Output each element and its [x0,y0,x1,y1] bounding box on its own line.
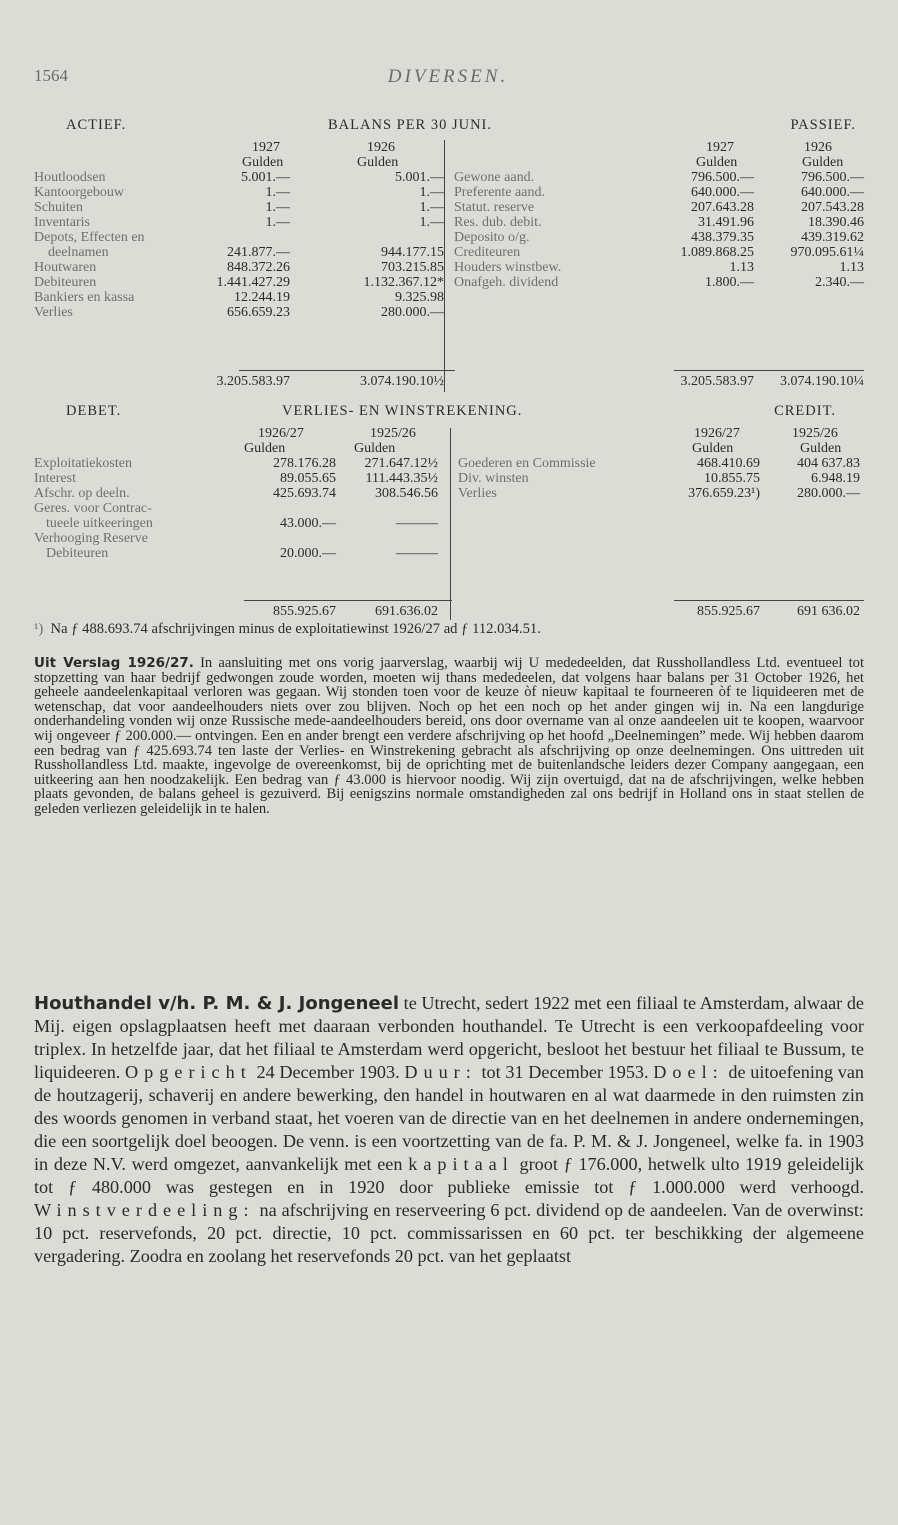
table-row [34,471,864,486]
duur-value: tot 31 December 1953. [481,1062,649,1082]
actief-title: ACTIEF. [66,117,127,133]
unit-label: Gulden [354,441,396,456]
actief-value-1927: 5.001.— [241,170,290,185]
actief-label: Kantoorgebouw [34,185,124,200]
total-value: 3.205.583.97 [216,374,290,389]
total-value: 691 636.02 [797,604,860,619]
table-row [34,531,864,546]
debet-value-1925-26: 271.647.12½ [364,456,438,471]
unit-label: Gulden [800,441,842,456]
actief-value-1927: 1.— [265,200,290,215]
passief-value-1926: 796.500.— [801,170,864,185]
winstverdeeling-label: Winstverdeeling: [34,1200,255,1220]
actief-label: Debiteuren [34,275,97,290]
passief-label: Res. dub. debit. [454,215,542,230]
actief-value-1927: 656.659.23 [227,305,290,320]
wv-title: VERLIES- EN WINSTREKENING. [282,403,523,419]
debet-label: Exploitatiekosten [34,456,132,471]
unit-label: Gulden [802,155,844,170]
actief-value-1926: 1.— [419,200,444,215]
passief-label: Crediteuren [454,245,521,260]
table-row [34,200,864,215]
passief-value-1926: 439.319.62 [801,230,864,245]
table-row [34,546,864,561]
total-value: 691.636.02 [375,604,438,619]
passief-value-1927: 1.089.868.25 [680,245,754,260]
footnote [34,621,864,638]
total-value: 3.074.190.10½ [360,374,444,389]
actief-label: Schuiten [34,200,83,215]
actief-label: Verlies [34,305,73,320]
actief-label: Bankiers en kassa [34,290,135,305]
table-row [34,305,864,320]
table-row [34,290,864,305]
doel-value: de uitoefening van de houtzagerij, schaverij en andere bewerking, den handel in houtwaren en al wat daarmede in den ruimsten zin des woords genomen in verband staat, het voeren van de directie van en het deelnemen in andere ondernemingen, die een soortgelijk doel beoogen. De venn. is een voortzetting van de fa. P. M. & J. Jongeneel, welke fa. in 1903 in deze N.V. werd omgezet, aanvankelijk met een [34,1062,865,1174]
passief-value-1927: 207.643.28 [691,200,754,215]
year-label: 1927 [706,140,734,155]
actief-value-1926: 1.— [419,215,444,230]
total-value: 855.925.67 [697,604,760,619]
credit-label: Goederen en Commissie [458,456,596,471]
table-row [34,245,864,260]
page-number: 1564 [34,66,68,85]
debet-value-1926-27: 89.055.65 [280,471,336,486]
table-row [34,501,864,516]
actief-value-1926: 944.177.15 [381,245,444,260]
total-row [34,604,864,619]
debet-value-1926-27: 278.176.28 [273,456,336,471]
year-label: 1925/26 [792,426,838,441]
kapitaal-value: groot ƒ 176.000, hetwelk ulto 1919 geleidelijk tot ƒ 480.000 was gestegen en in 1920 door publieke emissie tot ƒ 1.000.000 werd verhoogd. [34,1154,865,1197]
actief-value-1926: 280.000.— [381,305,444,320]
running-title: DIVERSEN. [387,66,509,87]
unit-label: Gulden [692,441,734,456]
total-value: 3.205.583.97 [680,374,754,389]
unit-label: Gulden [696,155,738,170]
year-label: 1926 [804,140,832,155]
balance-title: BALANS PER 30 JUNI. [328,117,493,133]
actief-value-1927: 12.244.19 [234,290,290,305]
profit-loss-account [34,403,864,619]
page-header [34,66,862,92]
actief-value-1927: 848.372.26 [227,260,290,275]
table-row [34,275,864,290]
balance-sheet [34,117,864,389]
actief-label: Houtloodsen [34,170,106,185]
passief-label: Deposito o/g. [454,230,530,245]
kapitaal-label: kapitaal [408,1154,514,1174]
table-row [34,260,864,275]
credit-value-1925-26: 6.948.19 [811,471,860,486]
credit-title: CREDIT. [774,403,836,419]
debet-value-1925-26: ——— [396,516,438,531]
table-row [34,215,864,230]
credit-value-1926-27: 468.410.69 [697,456,760,471]
year-row [34,426,864,441]
debet-value-1925-26: 308.546.56 [375,486,438,501]
actief-label: deelnamen [48,245,109,260]
passief-value-1926: 1.13 [839,260,864,275]
passief-value-1927: 1.800.— [705,275,754,290]
passief-value-1926: 2.340.— [815,275,864,290]
passief-label: Onafgeh. dividend [454,275,559,290]
opgericht-label: Opgericht [125,1062,252,1082]
doel-label: Doel: [653,1062,724,1082]
company-description [34,992,864,1268]
year-label: 1926/27 [694,426,740,441]
credit-value-1925-26: 404 637.83 [797,456,860,471]
passief-title: PASSIEF. [790,117,856,133]
passief-value-1926: 207.543.28 [801,200,864,215]
unit-row [34,155,864,170]
credit-label: Div. winsten [458,471,529,486]
debet-label: Debiteuren [46,546,109,561]
passief-value-1927: 438.379.35 [691,230,754,245]
debet-title: DEBET. [66,403,122,419]
debet-label: tueele uitkeeringen [46,516,153,531]
verslag-paragraph [34,656,864,817]
actief-value-1927: 1.— [265,215,290,230]
debet-value-1926-27: 43.000.— [280,516,336,531]
table-row [34,456,864,471]
debet-value-1926-27: 425.693.74 [273,486,336,501]
actief-value-1927: 1.— [265,185,290,200]
actief-value-1926: 9.325.98 [395,290,444,305]
year-label: 1926 [367,140,395,155]
table-row [34,486,864,501]
credit-value-1925-26: 280.000.— [797,486,860,501]
total-value: 3.074.190.10¼ [780,374,864,389]
company-name: Houthandel v/h. P. M. & J. Jongeneel [34,993,400,1014]
debet-label: Verhooging Reserve [34,531,148,546]
unit-label: Gulden [357,155,399,170]
debet-value-1925-26: 111.443.35½ [365,471,438,486]
actief-value-1926: 5.001.— [395,170,444,185]
footnote-text: Na ƒ 488.693.74 afschrijvingen minus de exploitatiewinst 1926/27 ad ƒ 112.034.51. [50,621,541,637]
passief-value-1927: 640.000.— [691,185,754,200]
duur-label: Duur: [404,1062,477,1082]
winstverdeeling-value: na afschrijving en reserveering 6 pct. dividend op de aandeelen. Van de overwinst: 10 pct. reservefonds, 20 pct. directie, 10 pct. commissarissen en 60 pct. ter beschikking der algemeene vergadering. Zoodra en zoolang het reservefonds 20 pct. van het geplaatst [34,1200,864,1266]
passief-label: Statut. reserve [454,200,535,215]
total-value: 855.925.67 [273,604,336,619]
passief-label: Houders winstbew. [454,260,562,275]
passief-value-1927: 796.500.— [691,170,754,185]
debet-label: Interest [34,471,76,486]
actief-label: Inventaris [34,215,90,230]
year-label: 1927 [252,140,280,155]
verslag-text: In aansluiting met ons vorig jaarverslag, waarbij wij U mededeelden, dat Russhollandless Ltd. eventueel tot stopzetting van haar bedrijf gedwongen zoude worden, moeten wij thans mededeelen, dat volgens haar balans per 31 October 1926, het geheele aandeelenkapitaal verloren was gegaan. Wij stonden toen voor de keuze òf nieuw kapitaal te fourneeren òf te liquideeren met de wetenschap, dat voor aandeelhouders niets over zou blijven. Noch op het een noch op het ander gingen wij in. Na een langdurige onderhandeling vonden wij onze Russische mede-aandeelhouders bereid, ons door overname van al onze aandeelen uit te koopen, waarvoor wij ongeveer ƒ 200.000.— ontvingen. Een en ander brengt een verdere afschrijving op het hoofd „Deelnemingen” mede. Wij hebben daarom een bedrag van ƒ 425.693.74 ten laste der Verlies- en Winstrekening gebracht als afschrijving op onze deelnemingen. Ons uittreden uit Russhollandless Ltd. maakte, ingevolge de overeenkomst, bij de oprichting met de buitenlandsche leiders dezer Company aangegaan, een uitkeering aan hen noodzakelijk. Een bedrag van ƒ 43.000 is hiervoor noodig. Wij zijn overtuigd, dat na de afschrijvingen, welke hebben plaats gevonden, de balans geheel is gezuiverd. Bij eenigszins normale omstandigheden zal ons bedrijf in Holland ons in staat stellen de geleden verliezen geleidelijk in te halen. [34,655,864,817]
passief-label: Gewone aand. [454,170,535,185]
year-label: 1926/27 [258,426,304,441]
passief-label: Preferente aand. [454,185,545,200]
passief-value-1927: 1.13 [729,260,754,275]
table-row [34,516,864,531]
debet-value-1925-26: ——— [396,546,438,561]
actief-value-1926: 1.132.367.12* [363,275,444,290]
footnote-mark: ¹) [34,621,44,637]
debet-label: Afschr. op deeln. [34,486,130,501]
unit-label: Gulden [242,155,284,170]
passief-value-1927: 31.491.96 [698,215,754,230]
credit-value-1926-27: 376.659.23¹) [688,486,760,501]
actief-value-1927: 1.441.427.29 [216,275,290,290]
company-intro: te Utrecht, sedert 1922 met een filiaal te Amsterdam, alwaar de Mij. eigen opslagplaatsen heeft met daaraan verbonden houthandel. Te Utrecht is een verkoopafdeeling voor triplex. In hetzelfde jaar, dat het filiaal te Amsterdam werd opgericht, besloot het bestuur het filiaal te Bussum, te liquideeren. [34,993,865,1082]
actief-label: Houtwaren [34,260,97,275]
year-row [34,140,864,155]
debet-value-1926-27: 20.000.— [280,546,336,561]
actief-value-1926: 1.— [419,185,444,200]
year-label: 1925/26 [370,426,416,441]
actief-label: Depots, Effecten en [34,230,145,245]
table-row [34,185,864,200]
actief-value-1927: 241.877.— [227,245,290,260]
passief-value-1926: 18.390.46 [808,215,864,230]
total-row [34,374,864,389]
verslag-heading: Uit Verslag 1926/27. [34,655,194,671]
credit-label: Verlies [458,486,497,501]
opgericht-value: 24 December 1903. [256,1062,400,1082]
credit-value-1926-27: 10.855.75 [704,471,760,486]
unit-row [34,441,864,456]
actief-value-1926: 703.215.85 [381,260,444,275]
passief-value-1926: 640.000.— [801,185,864,200]
unit-label: Gulden [244,441,286,456]
passief-value-1926: 970.095.61¼ [790,245,864,260]
debet-label: Geres. voor Contrac- [34,501,152,516]
table-row [34,170,864,185]
table-row [34,230,864,245]
